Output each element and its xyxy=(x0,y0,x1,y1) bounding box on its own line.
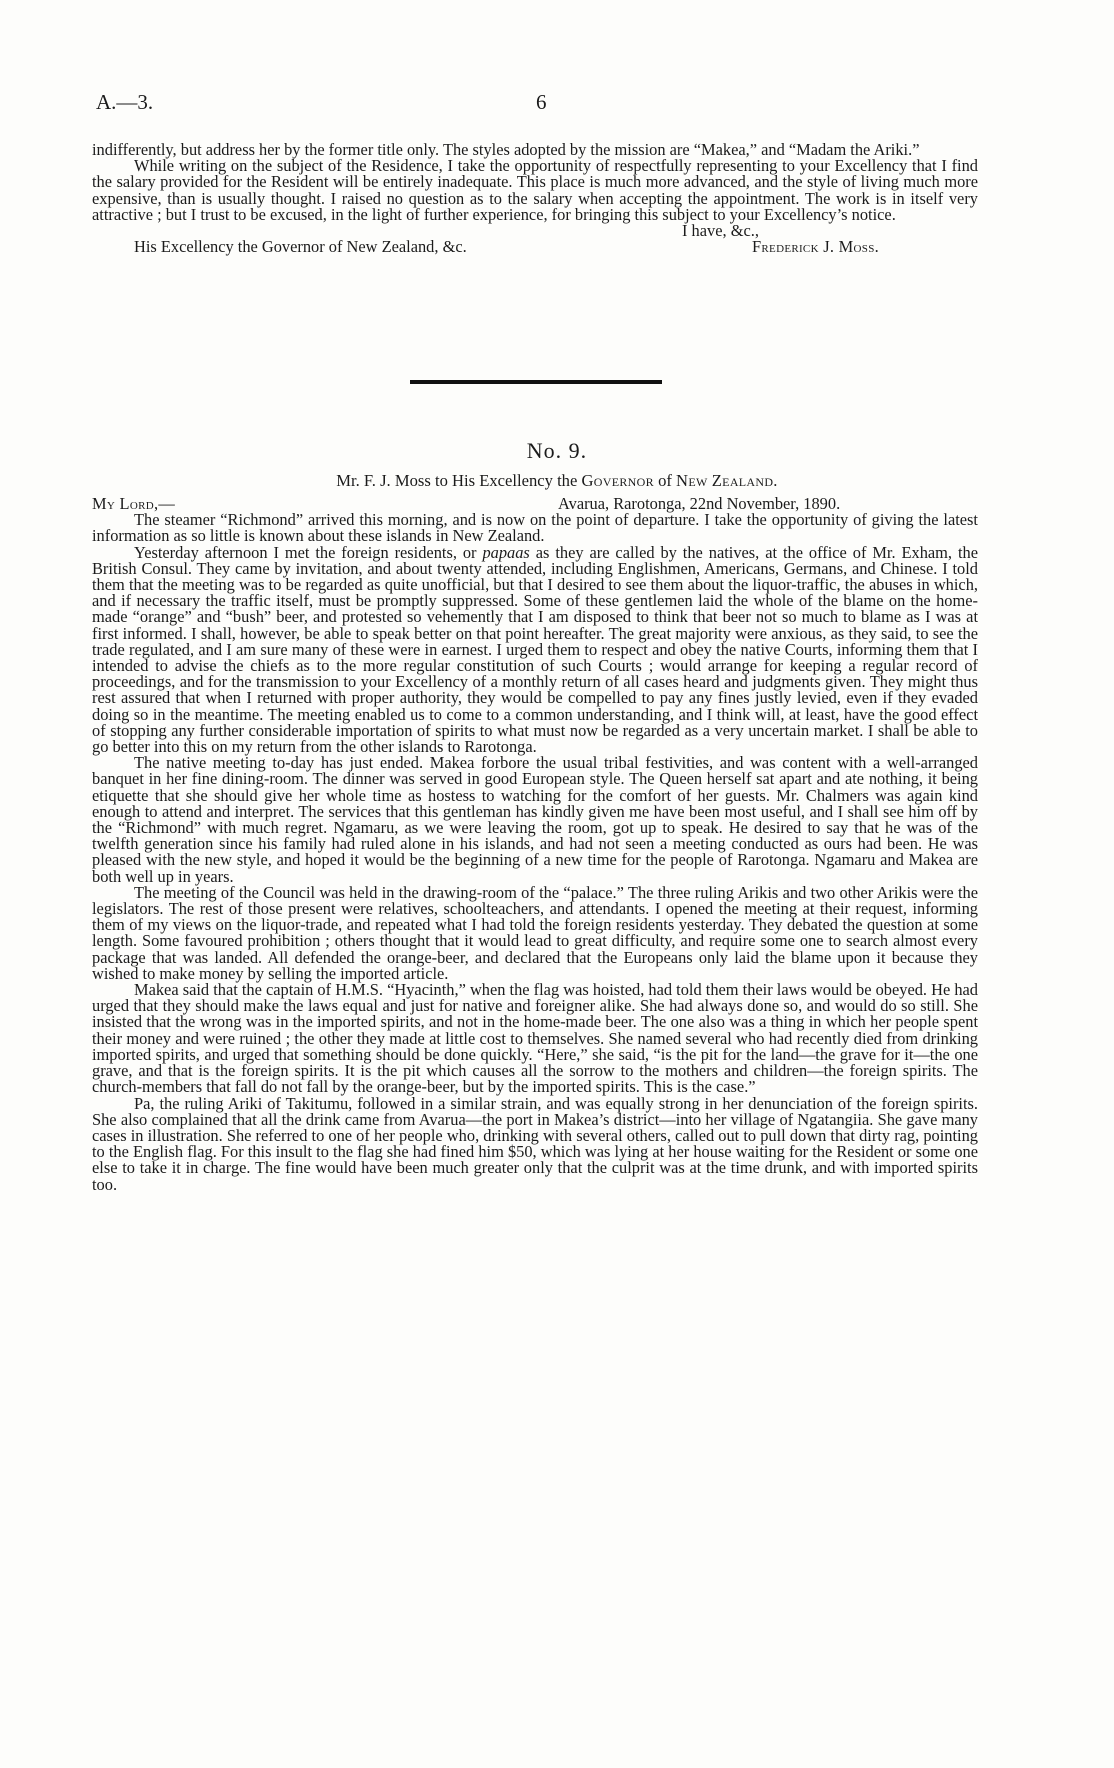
paragraph: indifferently, but address her by the former title only. The styles adopted by the mission are “Makea,” and “Madam the Ariki.” xyxy=(92,140,920,159)
heading-text-new: New xyxy=(676,471,708,490)
parliamentary-paper-reference: A.—3. xyxy=(96,90,154,114)
emphasis-text: papaas xyxy=(482,542,530,562)
section-divider xyxy=(410,380,662,384)
page-header xyxy=(96,90,994,120)
heading-text-of: of xyxy=(658,471,672,490)
paragraph: The native meeting to-day has just ended. Makea forbore the usual tribal festivities, and was content with a well-arranged banquet in her fine dining-room. The dinner was served in good European style. The Queen herself sat apart and ate nothing, it being etiquette that she should give her whole time as hostess to watching for the comfort of her guests. Mr. Chalmers was again kind enough to attend and interpret. The services that this gentleman has kindly given me have been most useful, and I shall see him off by the “Richmond” with much regret. Ngamaru, as we were leaving the room, got up to speak. He desired to say that he was of the twelfth generation since his family had ruled alone in his islands, and had not seen a meeting conducted as ours had been. He was pleased with the new style, and hoped it would be the beginning of a new time for the people of Rarotonga. Ngamaru and Makea are both well up in years. xyxy=(92,753,978,886)
letter-body xyxy=(92,496,978,1193)
paragraph: The meeting of the Council was held in the drawing-room of the “palace.” The three ruling Arikis and two other Arikis were the legislators. The rest of those present were relatives, schoolteachers, and attendants. I opened the meeting at their request, informing them of my views on the liquor-trade, and repeated what I had told the foreign residents yesterday. They debated the question at some length. Some favoured prohibition ; others thought that it would lead to great difficulty, and require some one to search almost every package that was landed. All defended the orange-beer, and declared that the Europeans only laid the blame upon it because they wished to make money by selling the imported article. xyxy=(92,882,978,983)
place-and-date: Avarua, Rarotonga, 22nd November, 1890. xyxy=(558,494,841,513)
closing-formula: I have, &c., xyxy=(682,221,759,241)
paragraph: Pa, the ruling Ariki of Takitumu, followed in a similar strain, and was equally strong in her denunciation of the foreign spirits. She also complained that all the drink came from Avarua—the port in Makea’s district—into her village of Ngatangiia. She gave many cases in illustration. She referred to one of her people who, drinking with several others, called out to pull down that dirty rag, pointing to the English flag. For this insult to the flag she had fined him $50, which was lying at her house waiting for the Resident or some one else to take it in charge. The fine would have been much greater only that the culprit was at the time drunk, and with imported spirits too. xyxy=(92,1093,978,1194)
paragraph: Makea said that the captain of H.M.S. “Hyacinth,” when the flag was hoisted, had told them their laws would be obeyed. He had urged that they should make the laws equal and just for native and foreigner alike. She had always done so, and would do so still. She insisted that the wrong was in the imported spirits, and not in the home-made beer. The one also was a thing in which her people spent their money and were ruined ; the other they made at little cost to themselves. She named several who had recently died from drinking imported spirits, and urged that something should be done quickly. “Here,” she said, “is the pit for the land—the grave for it—the one grave, and that is the foreign spirits. It is the pit which causes all the sorrow to the mothers and children—the foreign spirits. The church-members that fall do not fall by the orange-beer, but by the imported spirits. This is the case.” xyxy=(92,980,978,1097)
paragraph-text: Yesterday afternoon I met the foreign residents, or xyxy=(134,542,477,562)
paragraph xyxy=(92,542,978,757)
paragraph: While writing on the subject of the Residence, I take the opportunity of respectfully representing to your Excellency that I find the salary provided for the Resident will be entirely inadequate. This place is much more advanced, and the style of living much more expensive, than is usually thought. I raised no question as to the salary when accepting the appointment. The work is in itself very attractive ; but I trust to be excused, in the light of further experience, for bringing this subject to your Excellency’s notice. xyxy=(92,156,978,224)
addressee: His Excellency the Governor of New Zealand, &c. xyxy=(134,237,467,257)
heading-text-governor: Governor xyxy=(581,471,654,490)
previous-letter-ending xyxy=(92,142,978,255)
paragraph-text: as they are called by the natives, at the office of Mr. Exham, the British Consul. They came by invitation, and about twenty attended, including Englishmen, Americans, Germans, and Chinese. I told them that the meeting was to be regarded as quite unofficial, but that I desired to see them about the liquor-traffic, the abuses in which, and if necessary the traffic itself, must be promptly suppressed. Some of these gentlemen laid the whole of the blame on the home-made “orange” and “bush” beer, and protested so vehemently that I am disposed to think that beer not so much to blame as I was at first informed. I shall, however, be able to speak better on that point hereafter. The great majority were anxious, as they said, to see the trade regulated, and I am sure many of these were in earnest. I urged them to respect and obey the native Courts, informing them that I intended to advise the chiefs as to the more regular constitution of such Courts ; would arrange for keeping a regular record of proceedings, and for the transmission to your Excellency of a monthly return of all cases heard and judgments given. They might thus rest assured that when I returned with proper authority, they would be compelled to pay any fines justly levied, even if they evaded doing so in the meantime. The meeting enabled us to come to a common understanding, and I think will, at least, have the good effect of stopping any further considerable importation of spirits to what must now be regarded as a very uncertain market. I shall be able to go better into this on my return from the other islands to Rarotonga. xyxy=(92,542,978,757)
signature: Frederick J. Moss. xyxy=(752,237,880,257)
addressee-row xyxy=(92,239,978,255)
letter-number: No. 9. xyxy=(526,438,588,463)
letter-heading xyxy=(0,471,1114,491)
salutation-row xyxy=(92,496,978,512)
salutation: My Lord,— xyxy=(92,494,176,513)
paragraph: The steamer “Richmond” arrived this morning, and is now on the point of departure. I take the opportunity of giving the latest information as so little is known about these islands in New Zealand. xyxy=(92,510,978,546)
heading-text-zealand: Zealand. xyxy=(711,471,778,490)
heading-text: Mr. F. J. Moss to His Excellency the xyxy=(336,471,578,490)
page-number: 6 xyxy=(536,90,547,114)
